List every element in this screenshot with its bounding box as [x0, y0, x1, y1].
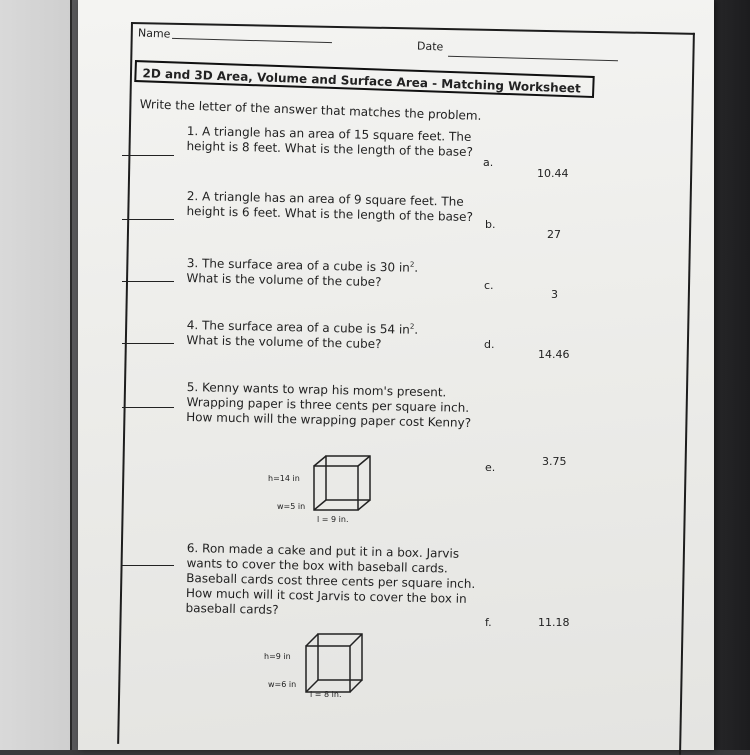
box-2-length-label: l = 8 in. [310, 690, 342, 699]
question-4-text: 4. The surface area of a cube is 54 in [186, 317, 411, 337]
question-4-period: . [414, 322, 419, 337]
answer-value-d: 14.46 [538, 348, 570, 361]
question-3-text: 3. The surface area of a cube is 30 in [186, 255, 411, 275]
answer-value-c: 3 [551, 288, 558, 301]
answer-blank-3[interactable] [122, 281, 174, 282]
question-4 [186, 315, 487, 354]
question-3-period: . [414, 260, 419, 275]
adjacent-page [0, 0, 72, 750]
question-3 [186, 253, 487, 292]
instructions: Write the letter of the answer that matches the problem. [139, 97, 482, 123]
answer-value-f: 11.18 [538, 616, 570, 629]
answer-letter-a: a. [483, 156, 494, 169]
name-label: Name [137, 26, 171, 41]
question-3-text-2: What is the volume of the cube? [186, 270, 382, 290]
box-1-length-label: l = 9 in. [317, 515, 349, 524]
answer-letter-e: e. [485, 461, 496, 474]
answer-letter-d: d. [484, 338, 495, 351]
answer-letter-c: c. [484, 279, 494, 292]
question-1: 1. A triangle has an area of 15 square feet. The height is 8 feet. What is the length of the base? [186, 124, 474, 159]
question-4-exponent: 2 [409, 322, 415, 331]
worksheet-title: 2D and 3D Area, Volume and Surface Area - Matching Worksheet [134, 60, 594, 98]
question-3-exponent: 2 [409, 260, 415, 269]
box-1-width-label: w=5 in [277, 502, 306, 511]
answer-blank-1[interactable] [122, 155, 174, 156]
box-2-width-label: w=6 in [268, 680, 297, 689]
answer-blank-6[interactable] [122, 565, 174, 566]
question-2: 2. A triangle has an area of 9 square feet. The height is 6 feet. What is the length of the base? [186, 189, 474, 224]
answer-letter-f: f. [485, 616, 492, 629]
question-4-text-2: What is the volume of the cube? [186, 332, 382, 352]
answer-value-a: 10.44 [537, 167, 569, 180]
question-5: 5. Kenny wants to wrap his mom's present. Wrapping paper is three cents per square inch. How much will the wrapping paper cost Kenny? [186, 380, 472, 430]
date-label: Date [416, 39, 444, 54]
answer-letter-b: b. [485, 218, 496, 231]
answer-blank-5[interactable] [122, 407, 174, 408]
answer-value-b: 27 [547, 228, 561, 241]
question-6: 6. Ron made a cake and put it in a box. Jarvis wants to cover the box with baseball cards. Baseball cards cost three cents per square inch. How much will it cost Jarvis to cover the box in baseball cards? [185, 541, 476, 617]
answer-blank-2[interactable] [122, 219, 174, 220]
box-diagram-1 [310, 452, 380, 522]
box-2-height-label: h=9 in [264, 652, 291, 661]
answer-value-e: 3.75 [542, 455, 567, 468]
box-1-height-label: h=14 in [268, 474, 300, 483]
answer-blank-4[interactable] [122, 343, 174, 344]
